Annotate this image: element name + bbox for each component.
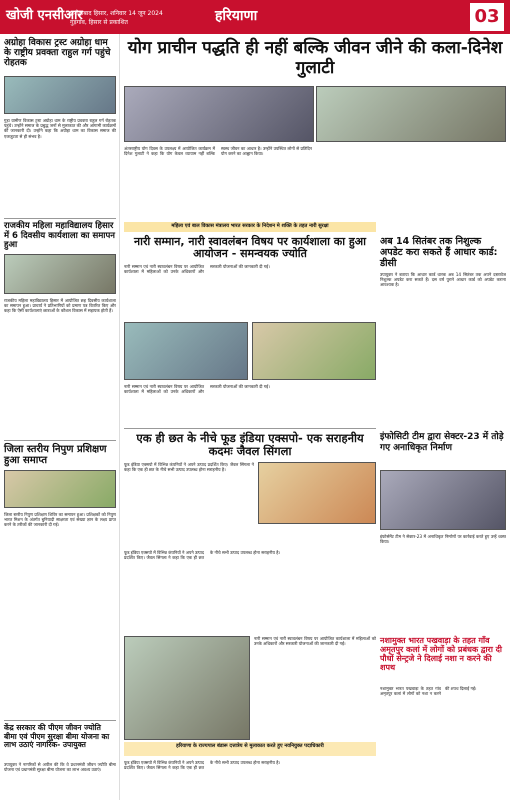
left-column xyxy=(0,34,120,800)
story2-photo xyxy=(4,254,116,294)
banner-title: योग प्राचीन पद्धति ही नहीं बल्कि जीवन जीने की कला-दिनेश गुलाटी xyxy=(127,38,503,78)
story8-body: इंफोर्समेंट टीम ने सेक्टर-23 में अनाधिकृत निर्माणों पर कार्रवाई करते हुए उन्हें ध्वस्त किया। xyxy=(380,534,506,545)
divider xyxy=(4,720,116,721)
section-title: हरियाणा xyxy=(215,8,258,24)
story9-title: नशामुक्त भारत पखवाड़ा के तहत गाँव अमृतपुर कलां में लोगों को प्रबंधक द्वारा दी पौधों सेन्ट्रजे ने दिलाई नशा न करने की शपथ xyxy=(380,636,502,672)
governor-photo-caption: हरियाणा के राज्यपाल बंडारू दत्तात्रेय से मुलाकात करते हुए नवनियुक्त पदाधिकारी xyxy=(124,742,376,756)
story7-body-continued: फूड इंडिया एक्सपो में विभिन्न कंपनियों ने अपने उत्पाद प्रदर्शित किए। जैवल सिंगला ने कहा कि एक ही छत के नीचे सभी उत्पाद उपलब्ध होना सराहनीय है। xyxy=(124,550,281,561)
story6-title: अब 14 सितंबर तक निशुल्क अपडेट करा सकते हैं आधार कार्ड: डीसी xyxy=(380,236,498,269)
governor-photo xyxy=(124,636,250,740)
workshop-photo-1 xyxy=(124,322,248,380)
ministry-strip: महिला एवं बाल विकास मंत्रालय भारत सरकार के निदेशन मे शक्ति के तहत नारी सुरक्षा xyxy=(124,222,376,232)
yoga-photo-1 xyxy=(124,86,314,142)
story2-body: राजकीय महिला महाविद्यालय हिसार में आयोजित छह दिवसीय कार्यशाला का समापन हुआ। प्राचार्य ने प्रतिभागियों को प्रमाण पत्र वितरित किए और कहा कि ऐसी कार्यशालाएं छात्राओं के कौशल विकास में सहायक होती हैं। xyxy=(4,298,116,314)
workshop-photo-2 xyxy=(252,322,376,380)
masthead: खोजी एनसीआर xyxy=(6,8,83,23)
bottom-body: फूड इंडिया एक्सपो में विभिन्न कंपनियों ने अपने उत्पाद प्रदर्शित किए। जैवल सिंगला ने कहा कि एक ही छत के नीचे सभी उत्पाद उपलब्ध होना सराहनीय है। xyxy=(124,760,281,771)
governor-text: नारी सम्मान एवं नारी स्वावलंबन विषय पर आयोजित कार्यशाला में महिलाओं को उनके अधिकारों और सरकारी योजनाओं की जानकारी दी गई। xyxy=(254,636,376,647)
story4-title: केंद्र सरकार की पीएम जीवन ज्योति बीमा एवं पीएम सुरक्षा बीमा योजना का लाभ उठाएं नागरिक- उपायुक्त xyxy=(4,723,110,749)
story3-body: जिला स्तरीय निपुण प्रशिक्षण शिविर का समापन हुआ। प्रशिक्षकों को निपुण भारत मिशन के अंतर्गत बुनियादी साक्षरता एवं संख्या ज्ञान के लक्ष्य प्राप्त करने के तरीकों की जानकारी दी गई। xyxy=(4,512,116,528)
story5-title: नारी सम्मान, नारी स्वावलंबन विषय पर कार्यशाला का हुआ आयोजन - समन्वयक ज्योति xyxy=(133,235,367,260)
story1-body: गुड़ा ग्रामीण विकास ट्रस्ट अग्रोहा धाम के राष्ट्रीय प्रवक्ता राहुल गर्ग रोहतक पहुंचे। उन्होंने समाज के प्रबुद्ध जनों से मुलाकात की और आगामी कार्यक्रमों की जानकारी दी। उन्होंने कहा कि अग्रोहा धाम का विकास समाज की एकजुटता से ही संभव है। xyxy=(4,118,116,139)
story7-title: एक ही छत के नीचे फूड इंडिया एक्सपो- एक सराहनीय कदमः जैवल सिंगला xyxy=(136,431,364,458)
story6-body: उपायुक्त ने बताया कि आधार कार्ड धारक अब 14 सितंबर तक अपने दस्तावेज निशुल्क अपडेट करा सकते हैं। दस वर्ष पुराने आधार कार्ड को अपडेट कराना आवश्यक है। xyxy=(380,272,506,288)
dateline: फरीदाबाद हिसार, शनिवार 14 जून 2024 xyxy=(70,10,163,17)
story3-title: जिला स्तरीय निपुण प्रशिक्षण हुआ समाप्त xyxy=(4,444,107,466)
divider xyxy=(4,440,116,441)
story1-title: अग्रोहा विकास ट्रस्ट अग्रोहा धाम के राष्ट्रीय प्रवक्ता राहुल गर्ग पहुंचे रोहतक xyxy=(4,38,111,68)
page-number: 03 xyxy=(470,3,504,31)
story1-photo xyxy=(4,76,116,114)
story2-title: राजकीय महिला महाविद्यालय हिसार में 6 दिवसीय कार्यशाला का समापन हुआ xyxy=(4,221,116,250)
yoga-photo-2 xyxy=(316,86,506,142)
story5-body-continued: नारी सम्मान एवं नारी स्वावलंबन विषय पर आयोजित कार्यशाला में महिलाओं को उनके अधिकारों और सरकारी योजनाओं की जानकारी दी गई। xyxy=(124,384,270,395)
story7-body: फूड इंडिया एक्सपो में विभिन्न कंपनियों ने अपने उत्पाद प्रदर्शित किए। जैवल सिंगला ने कहा कि एक ही छत के नीचे सभी उत्पाद उपलब्ध होना सराहनीय है। xyxy=(124,462,254,473)
banner-body: अंतरराष्ट्रीय योग दिवस के उपलक्ष्य में आयोजित कार्यक्रम में दिनेश गुलाटी ने कहा कि योग केवल व्यायाम नहीं बल्कि स्वस्थ जीवन का आधार है। उन्होंने उपस्थित लोगों से प्रतिदिन योग करने का आह्वान किया। xyxy=(124,146,312,157)
divider xyxy=(124,428,376,429)
main-banner xyxy=(124,36,506,82)
expo-photo xyxy=(258,462,376,524)
story9-body: नशामुक्त भारत पखवाड़ा के तहत गांव अमृतपुर कलां में लोगों को नशा न करने की शपथ दिलाई गई। xyxy=(380,686,477,697)
demolition-photo xyxy=(380,470,506,530)
story5-body: नारी सम्मान एवं नारी स्वावलंबन विषय पर आयोजित कार्यशाला में महिलाओं को उनके अधिकारों और सरकारी योजनाओं की जानकारी दी गई। xyxy=(124,264,270,275)
dateline-2: गुड़गांव, हिसार से प्रकाशित xyxy=(70,19,128,26)
story3-photo xyxy=(4,470,116,508)
story4-body: उपायुक्त ने नागरिकों से अपील की कि वे प्रधानमंत्री जीवन ज्योति बीमा योजना एवं प्रधानमंत्री सुरक्षा बीमा योजना का लाभ अवश्य उठाएं। xyxy=(4,762,116,773)
divider xyxy=(4,218,116,219)
page-header xyxy=(0,0,510,34)
story8-title: इंफोसिटी टीम द्वारा सेक्टर-23 में तोड़े गए अनाधिकृत निर्माण xyxy=(380,432,504,453)
